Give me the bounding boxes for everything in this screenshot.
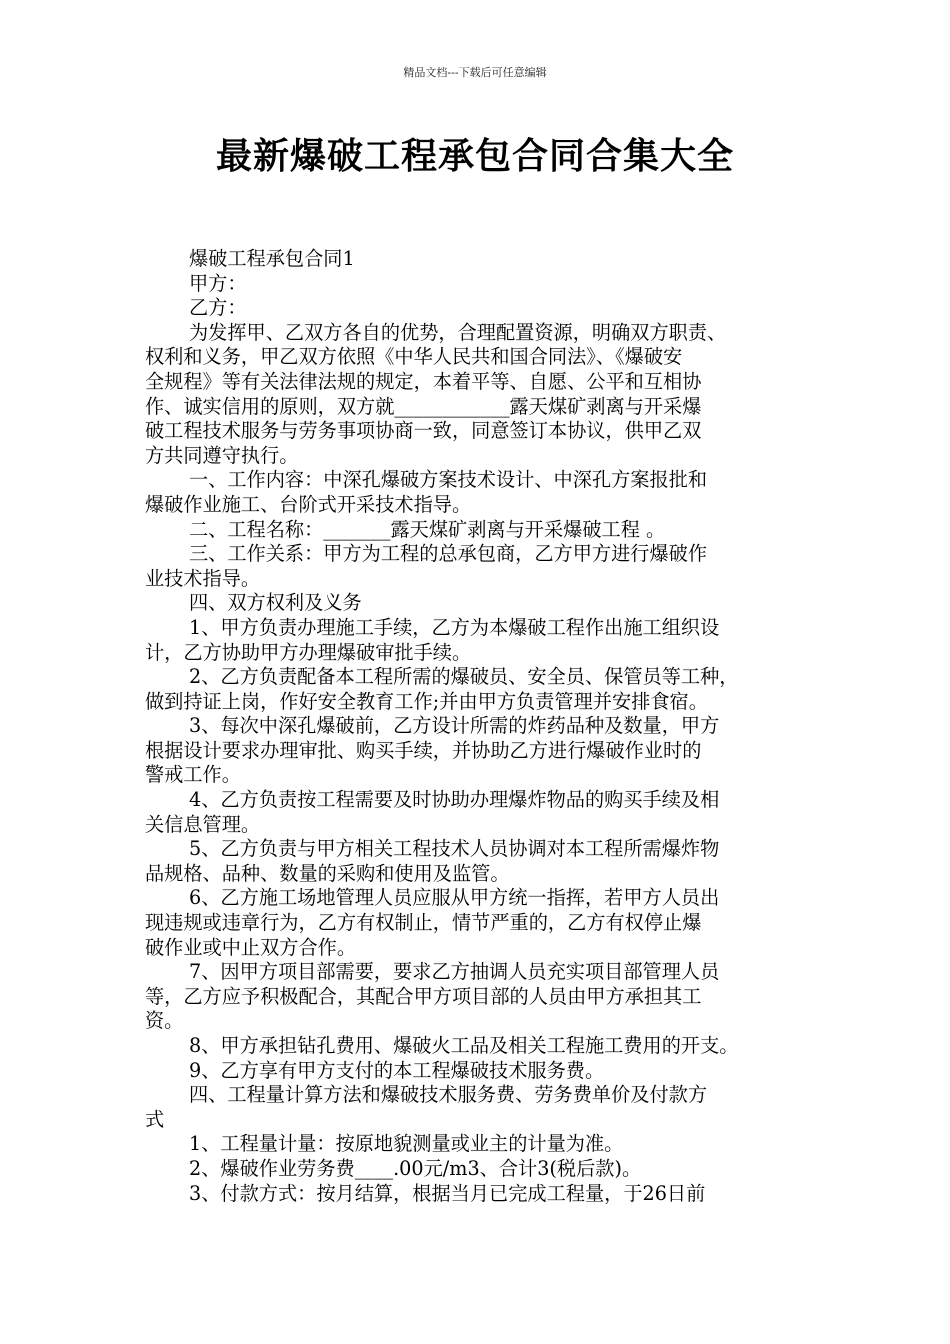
body-line: 爆破作业施工、台阶式开采技术指导。 — [145, 492, 472, 516]
body-line: 为发挥甲、乙双方各自的优势，合理配置资源，明确双方职责、 — [189, 320, 727, 344]
body-line: 甲方： — [189, 271, 247, 295]
body-line: 等，乙方应予积极配合，其配合甲方项目部的人员由甲方承担其工 — [145, 984, 702, 1008]
body-line: 爆破工程承包合同1 — [189, 247, 355, 270]
body-line: 乙方： — [189, 296, 247, 320]
body-line: 3、付款方式：按月结算，根据当月已完成工程量，于26日前 — [189, 1181, 706, 1205]
body-line: 三、工作关系：甲方为工程的总承包商，乙方甲方进行爆破作 — [189, 542, 708, 566]
body-line: 作、诚实信用的原则，双方就____________露天煤矿剥离与开采爆 — [145, 394, 702, 418]
body-line: 权利和义务，甲乙双方依照《中华人民共和国合同法》、《爆破安 — [145, 345, 683, 369]
body-line: 破工程技术服务与劳务事项协商一致，同意签订本协议，供甲乙双 — [145, 419, 702, 443]
page-header-note: 精品文档---下载后可任意编辑 — [403, 66, 547, 79]
body-line: 警戒工作。 — [145, 763, 241, 787]
body-line: 式 — [145, 1107, 165, 1131]
body-line: 一、工作内容：中深孔爆破方案技术设计、中深孔方案报批和 — [189, 468, 708, 492]
body-line: 根据设计要求办理审批、购买手续，并协助乙方进行爆破作业时的 — [145, 738, 702, 762]
body-line: 计，乙方协助甲方办理爆破审批手续。 — [145, 640, 472, 664]
body-line: 方共同遵守执行。 — [145, 443, 299, 467]
body-line: 1、工程量计量：按原地貌测量或业主的计量为准。 — [189, 1132, 624, 1156]
body-line: 6、乙方施工场地管理人员应服从甲方统一指挥，若甲方人员出 — [189, 886, 720, 910]
body-line: 4、乙方负责按工程需要及时协助办理爆炸物品的购买手续及相 — [189, 788, 720, 812]
body-line: 5、乙方负责与甲方相关工程技术人员协调对本工程所需爆炸物 — [189, 837, 720, 861]
contract-body — [145, 247, 811, 1206]
body-line: 3、每次中深孔爆破前，乙方设计所需的炸药品种及数量，甲方 — [189, 714, 720, 738]
body-line: 全规程》等有关法律法规的规定，本着平等、自愿、公平和互相协 — [145, 369, 702, 393]
body-line: 做到持证上岗，作好安全教育工作;并由甲方负责管理并安排食宿。 — [145, 689, 708, 713]
body-line: 资。 — [145, 1009, 184, 1033]
body-line: 2、爆破作业劳务费____.00元/m3、合计3(税后款)。 — [189, 1156, 642, 1180]
document-title: 最新爆破工程承包合同合集大全 — [215, 136, 734, 177]
body-line: 现违规或违章行为，乙方有权制止，情节严重的，乙方有权停止爆 — [145, 911, 702, 935]
body-line: 四、工程量计算方法和爆破技术服务费、劳务费单价及付款方 — [189, 1083, 708, 1107]
body-line: 品规格、品种、数量的采购和使用及监管。 — [145, 861, 510, 885]
body-line: 2、乙方负责配备本工程所需的爆破员、安全员、保管员等工种， — [189, 665, 739, 689]
body-line: 业技术指导。 — [145, 566, 261, 590]
body-line: 四、双方权利及义务 — [189, 591, 362, 615]
body-line: 二、工程名称：_______露天煤矿剥离与开采爆破工程 。 — [189, 517, 666, 541]
body-line: 8、甲方承担钻孔费用、爆破火工品及相关工程施工费用的开支。 — [189, 1034, 739, 1057]
body-line: 9、乙方享有甲方支付的本工程爆破技术服务费。 — [189, 1058, 605, 1082]
body-line: 破作业或中止双方合作。 — [145, 935, 357, 959]
body-line: 1、甲方负责办理施工手续，乙方为本爆破工程作出施工组织设 — [189, 615, 720, 639]
body-line: 关信息管理。 — [145, 812, 261, 836]
body-line: 7、因甲方项目部需要，要求乙方抽调人员充实项目部管理人员 — [189, 960, 720, 984]
